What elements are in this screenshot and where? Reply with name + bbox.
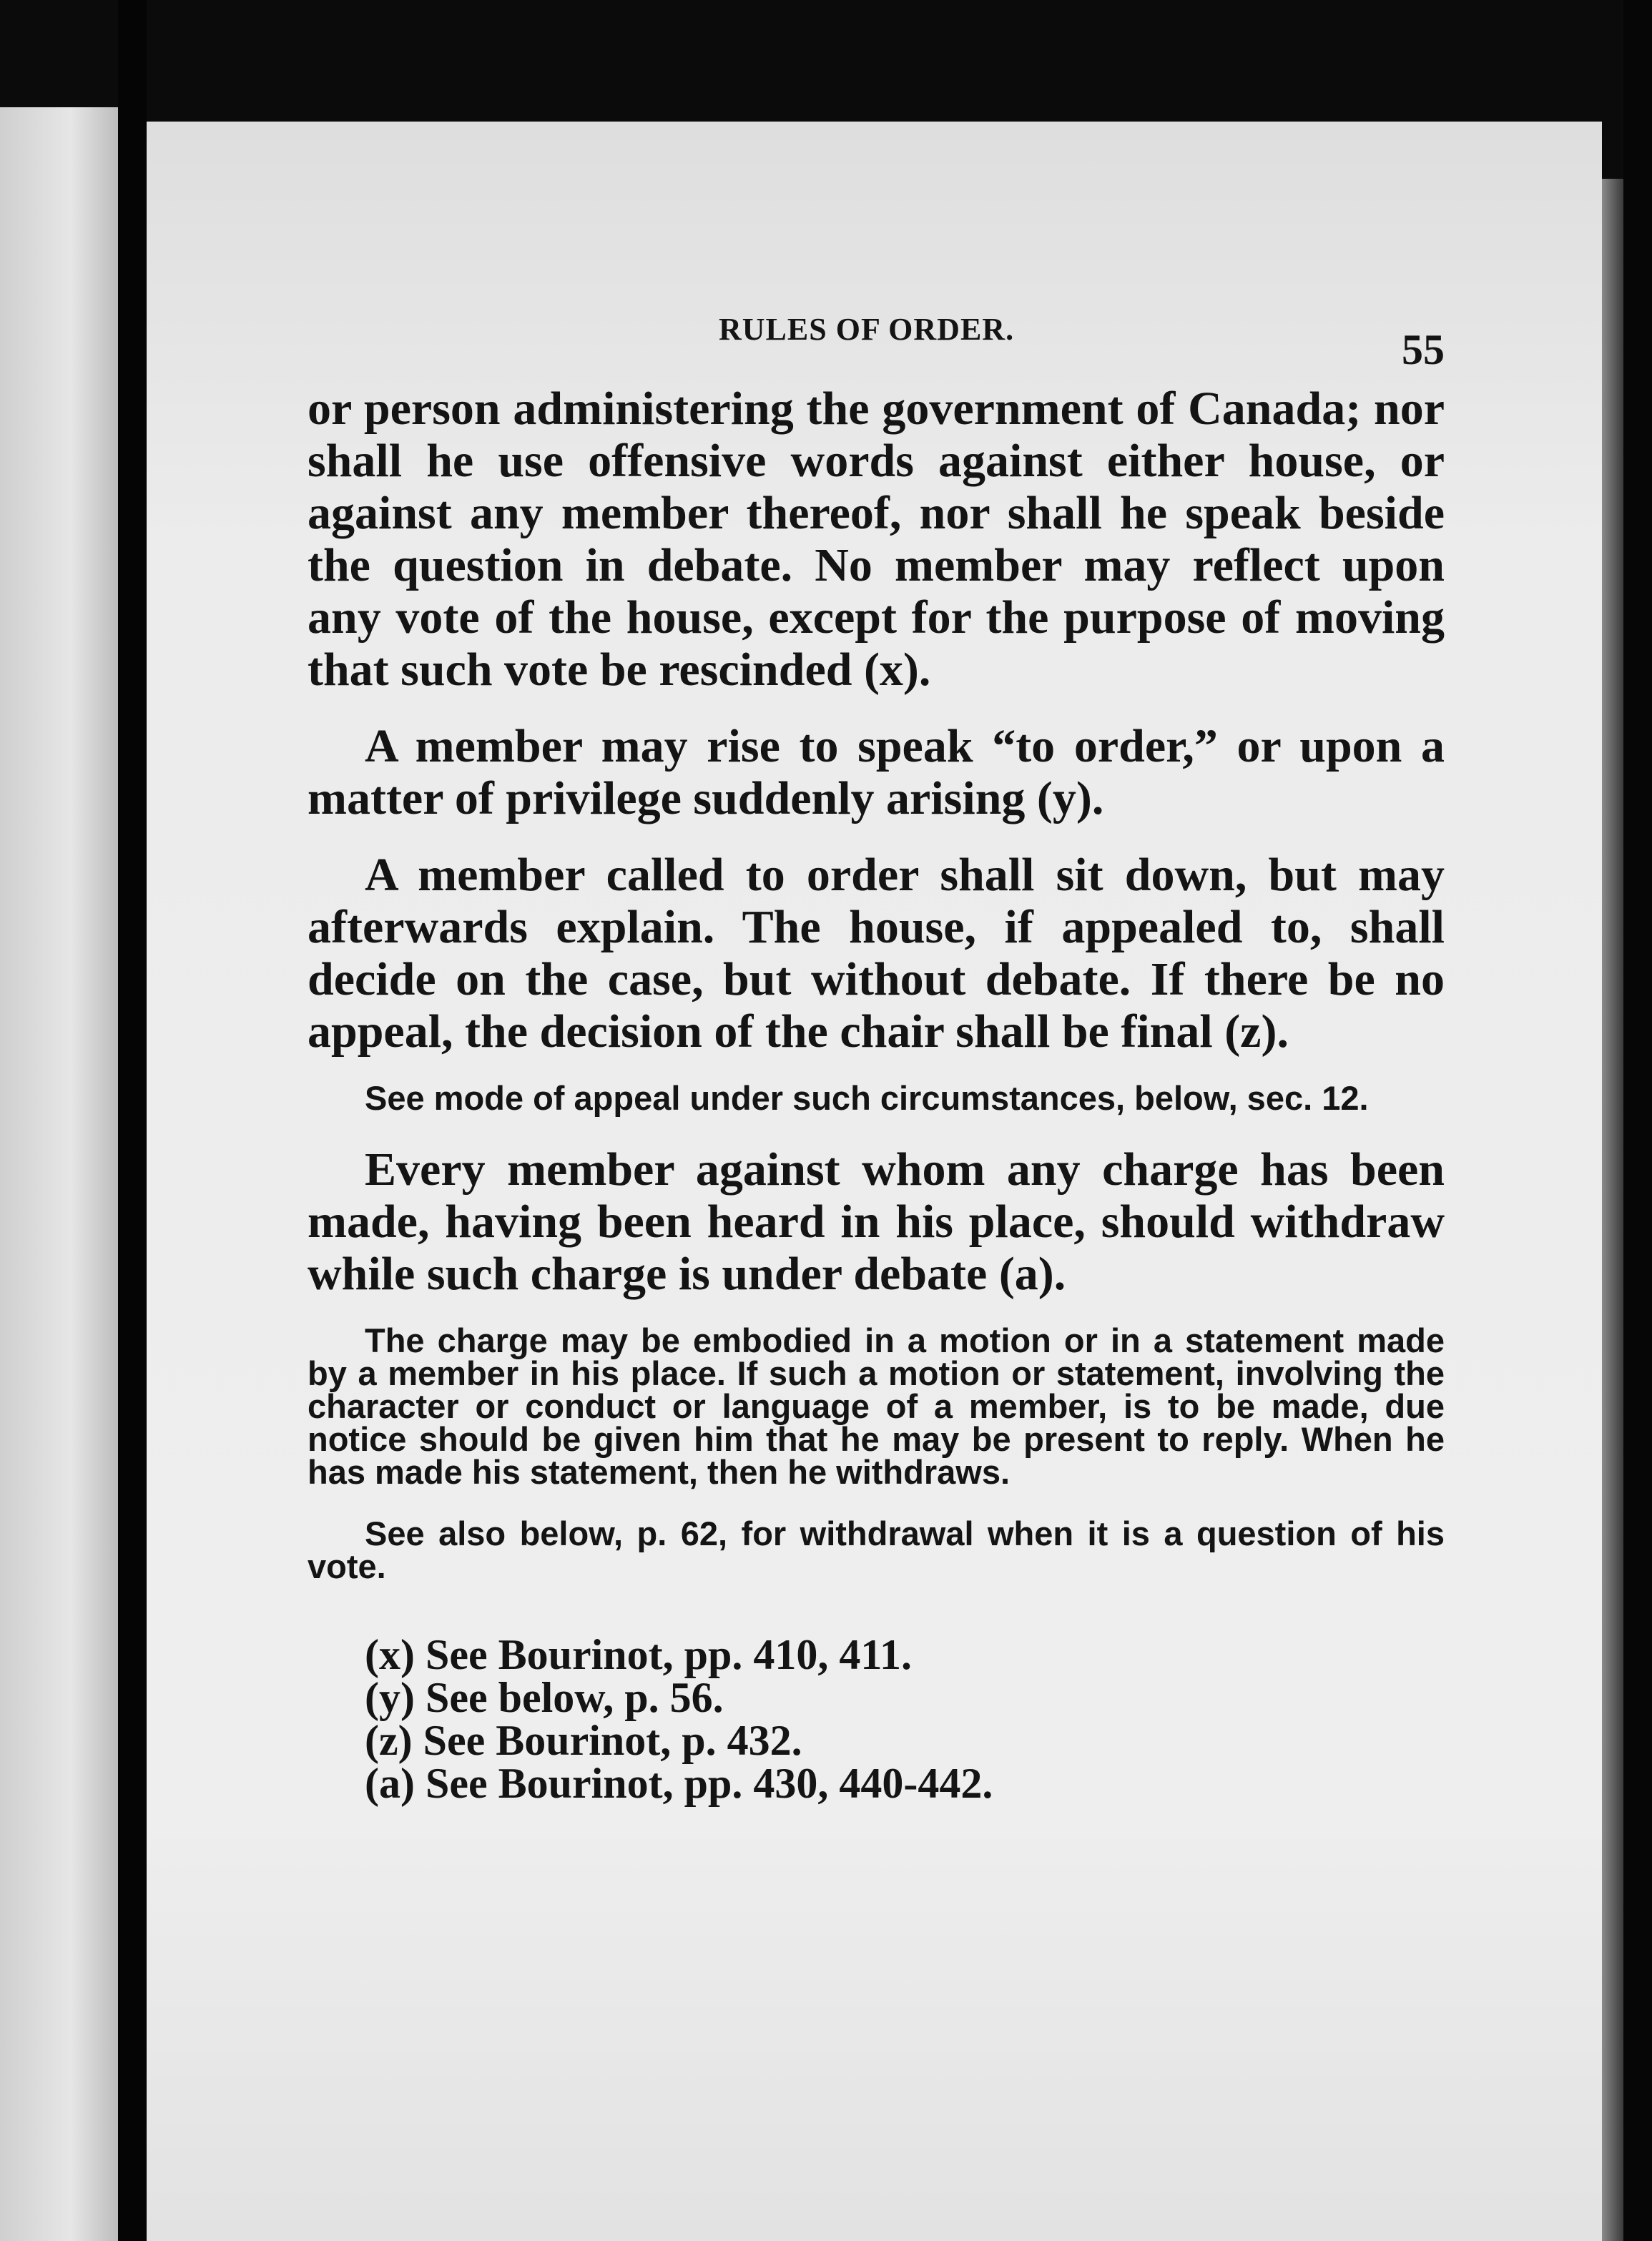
- footnote-list: [308, 1633, 1445, 1805]
- footnote-a: (a) See Bourinot, pp. 430, 440-442.: [365, 1760, 993, 1807]
- paragraph-continuation: or person administering the government of Canada; nor shall he use offensive words against either house, or against any member thereof, nor shall he speak beside the question in debate. No member may reflect upon any vote of the house, except for the purpose of moving that such vote be rescinded (x).: [308, 383, 1445, 696]
- paragraph-called-to-order: A member called to order shall sit down, but may afterwards explain. The house, if appealed to, shall decide on the case, but without debate. If there be no appeal, the decision of the chair shall be final (z).: [308, 849, 1445, 1058]
- note-charge-embodied: The charge may be embodied in a motion or in a statement made by a member in his place. If such a motion or statement, involving the character or conduct or language of a member, is to be made, due notice should be given him that he may be present to reply. When he has made his statement, then he withdraws.: [308, 1321, 1445, 1491]
- note-see-also: See also below, p. 62, for withdrawal when it is a question of his vote.: [308, 1514, 1445, 1585]
- footnote-y: (y) See below, p. 56.: [365, 1674, 724, 1721]
- running-title: RULES OF ORDER.: [719, 312, 1015, 347]
- page-body: [308, 383, 1445, 1805]
- footnote-z: (z) See Bourinot, p. 432.: [365, 1717, 802, 1764]
- scan-border: [1623, 0, 1652, 2241]
- note-mode-of-appeal: See mode of appeal under such circumstances, below, sec. 12.: [365, 1079, 1369, 1117]
- page-stack-edge: [1602, 179, 1623, 2241]
- paragraph-charge-withdraw: Every member against whom any charge has been made, having been heard in his place, should withdraw while such charge is under debate (a).: [308, 1143, 1445, 1300]
- page-number: 55: [1402, 326, 1445, 373]
- book-gutter: [118, 0, 147, 2241]
- facing-page-edge: [0, 107, 118, 2241]
- footnote-x: (x) See Bourinot, pp. 410, 411.: [365, 1631, 913, 1678]
- paragraph-rise-to-order: A member may rise to speak “to order,” or upon a matter of privilege suddenly arising (y).: [308, 720, 1445, 824]
